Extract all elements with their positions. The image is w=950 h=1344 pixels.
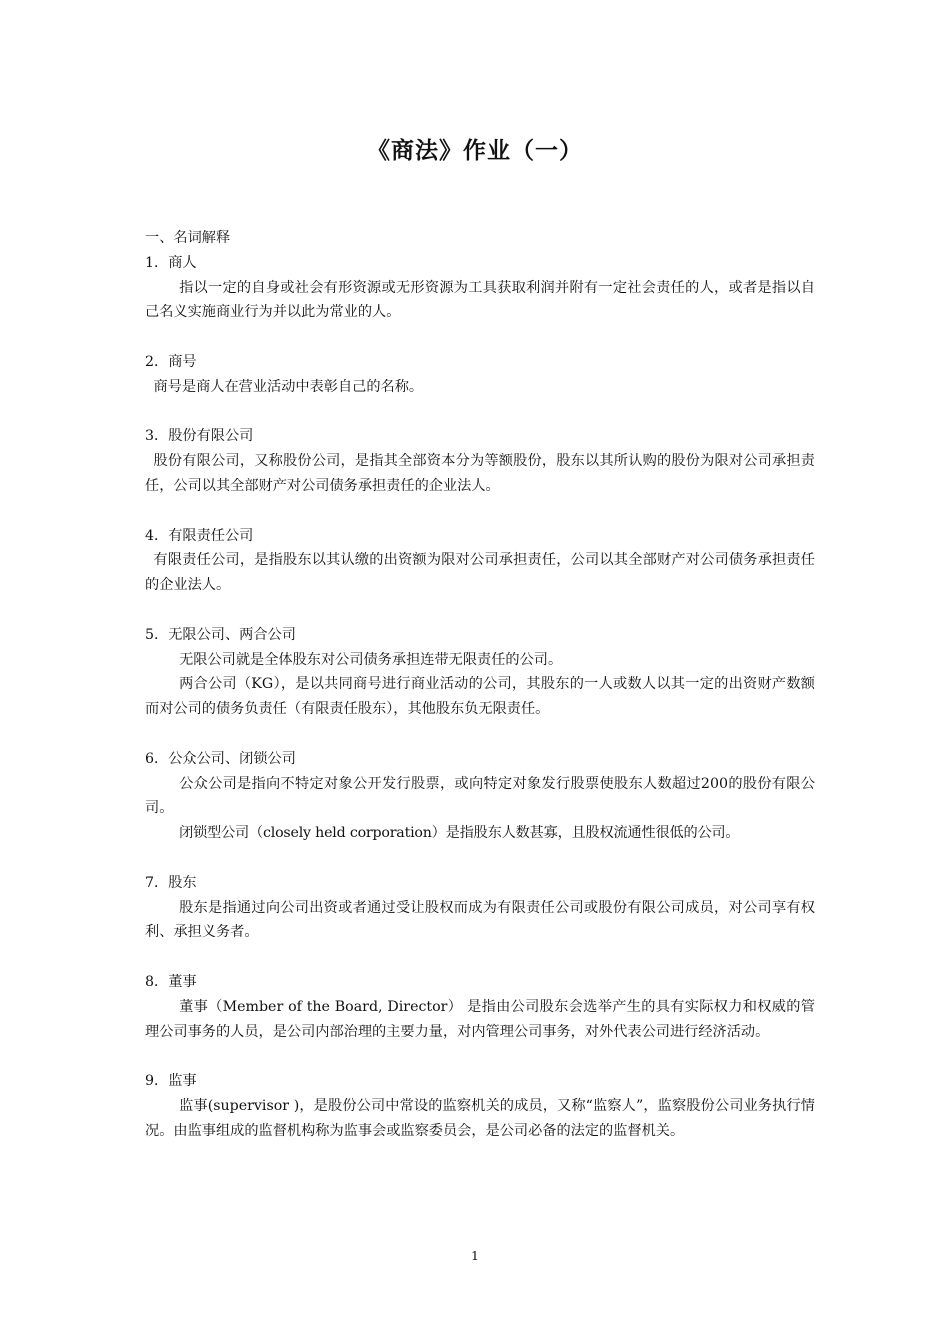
term-gudong bbox=[145, 871, 815, 945]
term-gongzhong-bisuo-gongsi bbox=[145, 747, 815, 846]
term-paragraph: 监事(supervisor )，是股份公司中常设的监察机关的成员，又称“监察人”，监察股份公司业务执行情况。由监事组成的监督机构称为监事会或监察委员会，是公司必备的法定的监督机关。 bbox=[145, 1097, 815, 1139]
term-heading: 3．股份有限公司 bbox=[145, 428, 254, 445]
term-heading: 5．无限公司、两合公司 bbox=[145, 626, 296, 643]
document-body bbox=[145, 226, 815, 1143]
term-heading: 4．有限责任公司 bbox=[145, 527, 254, 544]
term-paragraph: 两合公司（KG），是以共同商号进行商业活动的公司，其股东的一人或数人以其一定的出资财产数额而对公司的债务负责任（有限责任股东），其他股东负无限责任。 bbox=[145, 676, 815, 718]
term-dongshi bbox=[145, 970, 815, 1044]
term-heading: 7．股东 bbox=[145, 874, 197, 891]
term-paragraph: 闭锁型公司（closely held corporation）是指股东人数甚寡，且股权流通性很低的公司。 bbox=[179, 825, 740, 842]
term-youxian-zeren-gongsi bbox=[145, 524, 815, 598]
term-paragraph: 有限责任公司，是指股东以其认缴的出资额为限对公司承担责任，公司以其全部财产对公司债务承担责任的企业法人。 bbox=[145, 552, 815, 594]
page-number: 1 bbox=[471, 1248, 479, 1263]
term-paragraph: 指以一定的自身或社会有形资源或无形资源为工具获取利润并附有一定社会责任的人，或者是指以自己名义实施商业行为并以此为常业的人。 bbox=[145, 279, 815, 321]
term-shanghao bbox=[145, 350, 815, 400]
term-paragraph: 股东是指通过向公司出资或者通过受让股权而成为有限责任公司或股份有限公司成员，对公司享有权利、承担义务者。 bbox=[145, 899, 815, 941]
term-heading: 2．商号 bbox=[145, 353, 197, 370]
term-paragraph: 商号是商人在营业活动中表彰自己的名称。 bbox=[153, 378, 424, 395]
term-paragraph: 董事（Member of the Board, Director） 是指由公司股东会选举产生的具有实际权力和权威的管理公司事务的人员，是公司内部治理的主要力量，对内管理公司事务，对外代表公司进行经济活动。 bbox=[145, 998, 815, 1040]
term-heading: 8．董事 bbox=[145, 973, 197, 990]
term-gufen-youxian-gongsi bbox=[145, 424, 815, 498]
term-heading: 1．商人 bbox=[145, 254, 197, 271]
term-jianshi bbox=[145, 1069, 815, 1143]
term-shangren bbox=[145, 251, 815, 325]
term-paragraph: 公众公司是指向不特定对象公开发行股票，或向特定对象发行股票使股东人数超过200的股份有限公司。 bbox=[145, 775, 815, 817]
section-heading: 一、名词解释 bbox=[145, 230, 231, 246]
term-heading: 6．公众公司、闭锁公司 bbox=[145, 750, 296, 767]
term-paragraph: 无限公司就是全体股东对公司债务承担连带无限责任的公司。 bbox=[179, 651, 563, 668]
document-title: 《商法》作业（一） bbox=[367, 138, 583, 164]
term-heading: 9．监事 bbox=[145, 1073, 197, 1090]
term-wuxian-lianghe-gongsi bbox=[145, 623, 815, 722]
term-paragraph: 股份有限公司，又称股份公司，是指其全部资本分为等额股份，股东以其所认购的股份为限对公司承担责任，公司以其全部财产对公司债务承担责任的企业法人。 bbox=[145, 453, 815, 494]
